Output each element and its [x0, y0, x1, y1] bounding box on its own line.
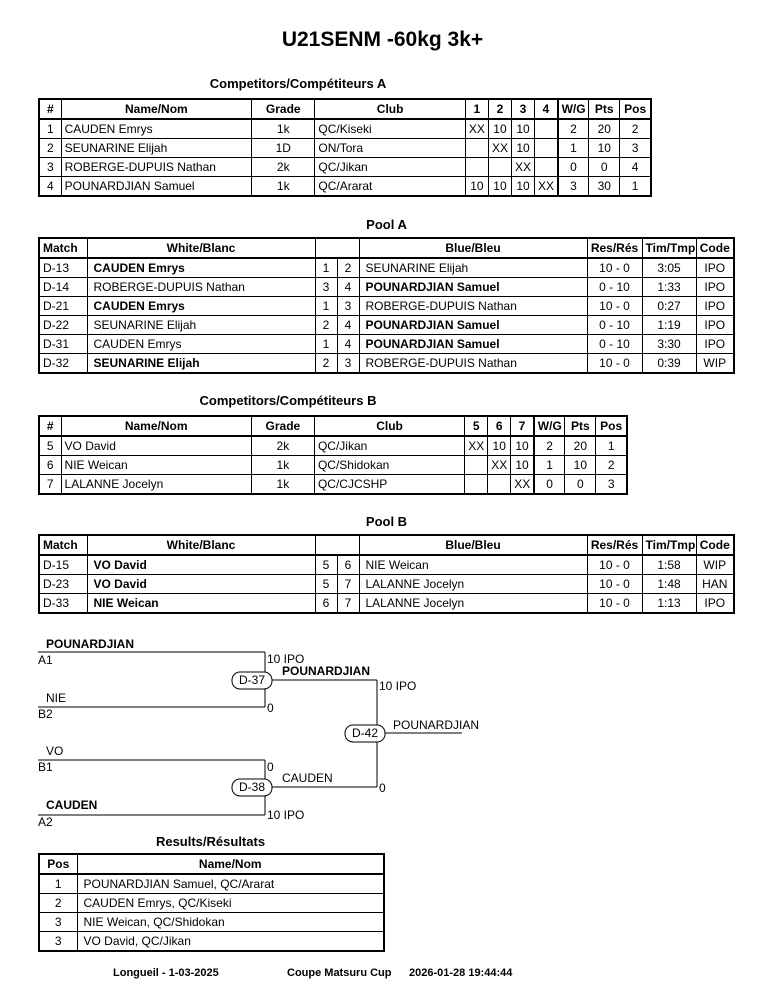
table-cell: 20	[589, 119, 620, 139]
bracket-s2-bottom-score: 10 IPO	[267, 808, 305, 822]
table-cell: 5	[315, 555, 337, 575]
table-cell: 10	[565, 456, 596, 475]
table-cell: 0 - 10	[587, 316, 642, 335]
results-title: Results/Résultats	[155, 834, 266, 849]
table-cell: 10	[488, 177, 511, 197]
table-cell: D-22	[39, 316, 87, 335]
bracket-s2-top-seed: B1	[38, 760, 53, 774]
table-cell: IPO	[696, 258, 734, 278]
table-cell: 1	[534, 456, 565, 475]
bracket-match-d42: D-42	[351, 726, 378, 740]
table-cell: 10	[511, 436, 534, 456]
table-cell: NIE Weican	[61, 456, 251, 475]
column-header: 6	[488, 416, 511, 436]
table-cell: NIE Weican	[359, 555, 587, 575]
column-header: W/G	[558, 99, 589, 119]
column-header: Pts	[565, 416, 596, 436]
table-cell: 2k	[251, 436, 314, 456]
table-cell: IPO	[696, 316, 734, 335]
table-cell: 3	[620, 139, 651, 158]
result-row	[39, 874, 384, 894]
table-cell: 10 - 0	[587, 297, 642, 316]
pool-b-title: Pool B	[365, 514, 408, 529]
table-cell: 1	[315, 258, 337, 278]
table-cell: HAN	[696, 575, 734, 594]
bracket-s1-bottom-name: NIE	[46, 691, 67, 705]
table-cell: 10	[511, 119, 534, 139]
result-row	[39, 894, 384, 913]
table-cell: QC/Jikan	[314, 436, 464, 456]
bracket-match-d37: D-37	[238, 673, 265, 687]
table-cell: 0	[589, 158, 620, 177]
column-header: Pos	[596, 416, 627, 436]
table-cell: 5	[39, 436, 61, 456]
column-header: Blue/Bleu	[359, 535, 587, 555]
table-cell: 6	[39, 456, 61, 475]
table-cell: 7	[337, 575, 359, 594]
table-cell: 6	[337, 555, 359, 575]
result-position: 3	[39, 932, 77, 952]
table-cell: POUNARDJIAN Samuel	[359, 278, 587, 297]
table-cell: 2	[39, 139, 61, 158]
table-cell: 6	[315, 594, 337, 614]
column-header: White/Blanc	[87, 535, 315, 555]
table-cell: ON/Tora	[315, 139, 465, 158]
column-header: 7	[511, 416, 534, 436]
table-cell: LALANNE Jocelyn	[359, 594, 587, 614]
table-cell: 0:27	[642, 297, 696, 316]
table-cell: IPO	[696, 297, 734, 316]
table-cell: 2	[558, 119, 589, 139]
column-header: Club	[315, 99, 465, 119]
table-cell: 2	[337, 258, 359, 278]
pool-a-title: Pool A	[366, 217, 407, 232]
column-header: Res/Rés	[587, 238, 642, 258]
column-header: 1	[465, 99, 488, 119]
table-cell: 2	[315, 316, 337, 335]
table-cell: 4	[620, 158, 651, 177]
table-cell: 10	[465, 177, 488, 197]
table-cell: WIP	[696, 354, 734, 374]
table-cell: CAUDEN Emrys	[87, 297, 315, 316]
table-cell: 20	[565, 436, 596, 456]
column-header: 2	[488, 99, 511, 119]
table-cell: 1	[596, 436, 627, 456]
column-header: Match	[39, 535, 87, 555]
header-row	[39, 854, 384, 874]
bracket-match-d38: D-38	[238, 780, 265, 794]
table-cell: CAUDEN Emrys	[61, 119, 252, 139]
table-cell: QC/CJCSHP	[314, 475, 464, 495]
table-cell: 1	[315, 297, 337, 316]
table-cell: XX	[488, 456, 511, 475]
table-cell: D-33	[39, 594, 87, 614]
table-cell: XX	[488, 139, 511, 158]
column-header: Pts	[589, 99, 620, 119]
page-title: U21SENM -60kg 3k+	[281, 28, 484, 51]
table-cell: NIE Weican	[87, 594, 315, 614]
result-name: CAUDEN Emrys, QC/Kiseki	[77, 894, 384, 913]
table-cell: 4	[39, 177, 61, 197]
bracket-final-winner: POUNARDJIAN	[393, 718, 480, 732]
table-cell: D-23	[39, 575, 87, 594]
table-cell: 5	[315, 575, 337, 594]
column-header: W/G	[534, 416, 565, 436]
bracket-s1-bottom-score: 0	[267, 701, 274, 715]
table-cell: QC/Shidokan	[314, 456, 464, 475]
table-cell: VO David	[87, 575, 315, 594]
bracket-s1-winner-score: 10 IPO	[379, 679, 417, 693]
table-cell: 1	[315, 335, 337, 354]
table-cell: 4	[337, 335, 359, 354]
competitors-b-title: Competitors/Compétiteurs B	[199, 393, 377, 408]
table-cell: 2	[534, 436, 565, 456]
column-header: Pos	[39, 854, 77, 874]
table-cell: POUNARDJIAN Samuel	[359, 335, 587, 354]
table-cell: VO David	[61, 436, 251, 456]
table-cell: 2	[315, 354, 337, 374]
table-cell: 3	[315, 278, 337, 297]
table-cell: 10 - 0	[587, 555, 642, 575]
table-cell: 0 - 10	[587, 278, 642, 297]
table-cell: IPO	[696, 278, 734, 297]
table-cell: 10	[511, 139, 534, 158]
bracket-s2-top-score: 0	[267, 760, 274, 774]
table-cell: 3	[337, 354, 359, 374]
table-cell: 3	[337, 297, 359, 316]
table-cell: XX	[511, 475, 534, 495]
result-name: VO David, QC/Jikan	[77, 932, 384, 952]
table-cell: XX	[465, 436, 488, 456]
table-cell: 1	[558, 139, 589, 158]
table-cell: D-13	[39, 258, 87, 278]
table-cell: LALANNE Jocelyn	[61, 475, 251, 495]
result-row	[39, 932, 384, 952]
table-cell: 1	[39, 119, 61, 139]
table-cell: 2k	[252, 158, 315, 177]
table-cell: 3:30	[642, 335, 696, 354]
competitors-a-title: Competitors/Compétiteurs A	[209, 76, 387, 91]
table-cell: 1D	[252, 139, 315, 158]
column-header: Code	[696, 238, 734, 258]
column-header: Tim/Tmp	[642, 535, 696, 555]
table-cell: POUNARDJIAN Samuel	[359, 316, 587, 335]
column-header: 5	[465, 416, 488, 436]
column-header: #	[39, 416, 61, 436]
table-cell: IPO	[696, 594, 734, 614]
column-header: Code	[696, 535, 734, 555]
table-cell: ROBERGE-DUPUIS Nathan	[61, 158, 252, 177]
column-header: Grade	[251, 416, 314, 436]
table-cell: 1k	[252, 177, 315, 197]
bracket-s2-bottom-name: CAUDEN	[46, 798, 98, 812]
footer-printed: 2026-01-28 19:44:44	[409, 967, 513, 979]
table-cell: D-31	[39, 335, 87, 354]
bracket-s1-top-seed: A1	[38, 653, 53, 667]
table-cell: CAUDEN Emrys	[87, 258, 315, 278]
table-cell: 1	[620, 177, 651, 197]
table-cell: 7	[39, 475, 61, 495]
table-cell: XX	[535, 177, 558, 197]
column-header: White/Blanc	[87, 238, 315, 258]
table-cell: QC/Kiseki	[315, 119, 465, 139]
table-cell: XX	[511, 158, 534, 177]
table-cell: WIP	[696, 555, 734, 575]
table-cell: 1:48	[642, 575, 696, 594]
table-cell: 30	[589, 177, 620, 197]
table-cell: 7	[337, 594, 359, 614]
column-header: Club	[314, 416, 464, 436]
table-cell: 10 - 0	[587, 258, 642, 278]
column-header: Pos	[620, 99, 651, 119]
table-cell: SEUNARINE Elijah	[87, 354, 315, 374]
bracket-s1-winner: POUNARDJIAN	[282, 664, 371, 678]
footer-event: Coupe Matsuru Cup	[287, 967, 392, 979]
table-cell: 10	[488, 436, 511, 456]
bracket-s1-bottom-seed: B2	[38, 707, 53, 721]
table-cell: 10 - 0	[587, 354, 642, 374]
table-cell: 1k	[251, 456, 314, 475]
column-header: Name/Nom	[61, 416, 251, 436]
table-cell: 3:05	[642, 258, 696, 278]
column-header: Blue/Bleu	[359, 238, 587, 258]
column-header: Name/Nom	[77, 854, 384, 874]
table-cell: POUNARDJIAN Samuel	[61, 177, 252, 197]
table-cell: 1:13	[642, 594, 696, 614]
table-cell: 10	[589, 139, 620, 158]
table-cell: 10 - 0	[587, 575, 642, 594]
bracket-s1-top-name: POUNARDJIAN	[46, 637, 135, 651]
table-cell: 0:39	[642, 354, 696, 374]
table-cell: 1k	[251, 475, 314, 495]
bracket-s2-winner-score: 0	[379, 781, 386, 795]
table-cell: IPO	[696, 335, 734, 354]
table-cell: D-21	[39, 297, 87, 316]
result-position: 1	[39, 874, 77, 894]
table-cell: 1:33	[642, 278, 696, 297]
table-cell: 3	[596, 475, 627, 495]
bracket-s1-top-score: 10 IPO	[267, 652, 305, 666]
table-cell: QC/Ararat	[315, 177, 465, 197]
table-cell: VO David	[87, 555, 315, 575]
bracket-s2-winner: CAUDEN	[282, 771, 333, 785]
result-name: NIE Weican, QC/Shidokan	[77, 913, 384, 932]
table-cell: ROBERGE-DUPUIS Nathan	[359, 354, 587, 374]
table-cell: ROBERGE-DUPUIS Nathan	[87, 278, 315, 297]
table-cell: 3	[558, 177, 589, 197]
table-cell: 10	[511, 456, 534, 475]
bracket-s2-bottom-seed: A2	[38, 815, 53, 829]
table-cell: CAUDEN Emrys	[87, 335, 315, 354]
results-table	[38, 853, 385, 952]
table-cell: SEUNARINE Elijah	[359, 258, 587, 278]
table-cell: QC/Jikan	[315, 158, 465, 177]
footer-location: Longueil - 1-03-2025	[113, 967, 219, 979]
table-cell: D-15	[39, 555, 87, 575]
column-header: 4	[535, 99, 558, 119]
column-header: 3	[511, 99, 534, 119]
table-cell: 1k	[252, 119, 315, 139]
column-header: Res/Rés	[587, 535, 642, 555]
table-cell: 10 - 0	[587, 594, 642, 614]
table-cell: SEUNARINE Elijah	[61, 139, 252, 158]
table-cell: SEUNARINE Elijah	[87, 316, 315, 335]
column-header: Tim/Tmp	[642, 238, 696, 258]
table-cell: 0	[534, 475, 565, 495]
table-cell: 10	[511, 177, 534, 197]
column-header: #	[39, 99, 61, 119]
column-header: Grade	[252, 99, 315, 119]
table-cell: 4	[337, 316, 359, 335]
result-row	[39, 913, 384, 932]
table-cell: 4	[337, 278, 359, 297]
result-position: 3	[39, 913, 77, 932]
table-cell: 2	[596, 456, 627, 475]
table-cell: D-32	[39, 354, 87, 374]
table-cell: 1:58	[642, 555, 696, 575]
table-cell: XX	[465, 119, 488, 139]
table-cell: 2	[620, 119, 651, 139]
table-cell: 10	[488, 119, 511, 139]
result-name: POUNARDJIAN Samuel, QC/Ararat	[77, 874, 384, 894]
column-header: Match	[39, 238, 87, 258]
table-cell: 0 - 10	[587, 335, 642, 354]
table-cell: 0	[565, 475, 596, 495]
table-cell: ROBERGE-DUPUIS Nathan	[359, 297, 587, 316]
table-cell: 1:19	[642, 316, 696, 335]
table-cell: 0	[558, 158, 589, 177]
table-cell: D-14	[39, 278, 87, 297]
table-cell: LALANNE Jocelyn	[359, 575, 587, 594]
bracket-s2-top-name: VO	[46, 744, 64, 758]
result-position: 2	[39, 894, 77, 913]
column-header: Name/Nom	[61, 99, 252, 119]
table-cell: 3	[39, 158, 61, 177]
